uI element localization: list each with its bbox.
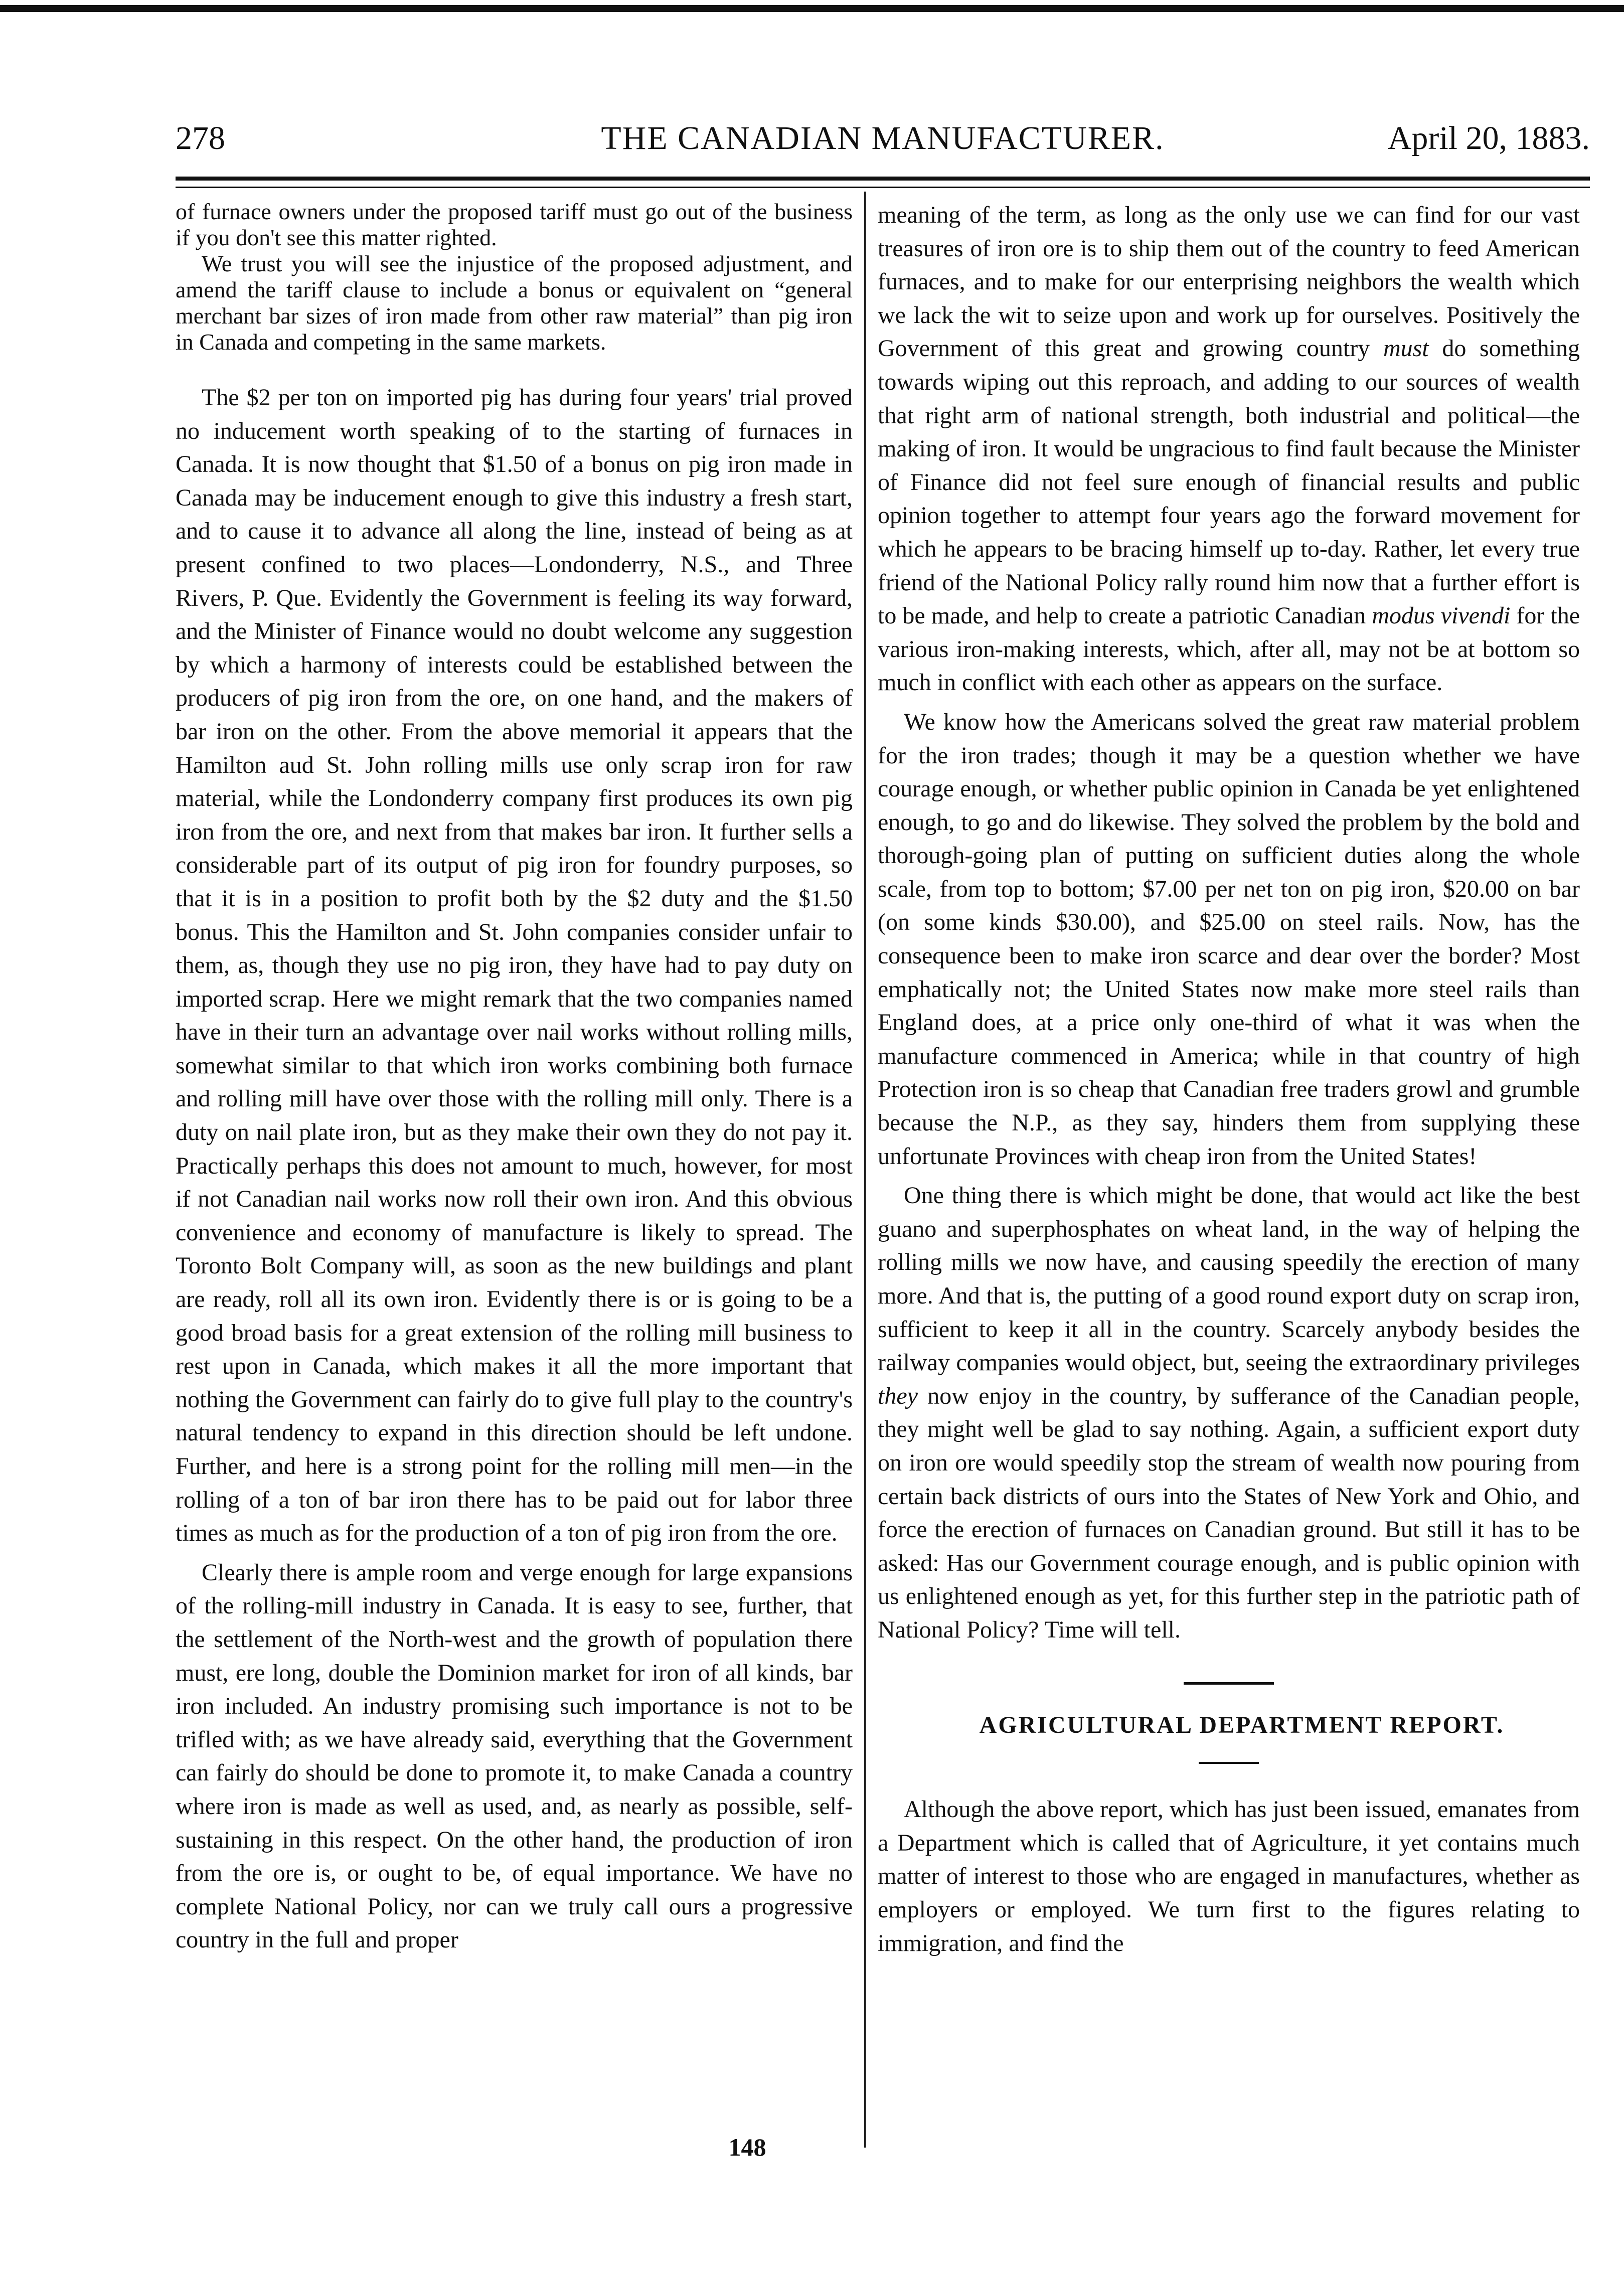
paragraph: We know how the Americans solved the great raw material problem for the iron trades; though it may be a question whether we have courage enough, or whether public opinion in Canada be yet enlightened enough, to go and do likewise. They solved the problem by the bold and thorough-going plan of putting on sufficient duties along the whole scale, from top to bottom; $7.00 per net ton on pig iron, $20.00 on bar (on some kinds $30.00), and $25.00 on steel rails. Now, has the consequence been to make iron scarce and dear over the border? Most emphatically not; the United States now make more steel rails than England does, at a price only one-third of what it was when the manufacture commenced in America; while in that country of high Protection iron is so cheap that Canadian free traders growl and grumble because the N.P., as they say, hinders them from supplying these unfortunate Provinces with cheap iron from the United States! <box>878 708 1580 1170</box>
text-run: One thing there is which might be done, that would act like the best guano and superphosphates on wheat land, in the way of helping the rolling mills we now have, and causing speedily the erection of many more. And that is, the putting of a good round export duty on scrap iron, sufficient to keep it all in the country. Scarcely anybody besides the railway companies would object, but, seeing the extraordinary privileges <box>878 1182 1580 1376</box>
paragraph <box>878 199 1580 700</box>
page-number: 278 <box>176 120 225 156</box>
emphasis: must <box>1383 335 1429 362</box>
column-divider <box>864 192 866 2148</box>
page-header <box>176 114 1590 170</box>
text-run: do something towards wiping out this reproach, and adding to our sources of wealth that right arm of national strength, both industrial and political—the making of iron. It would be ungracious to find fault because the Minister of Finance did not feel sure enough of financial results and public opinion together to attempt four years ago the forward movement for which he appears to be bracing himself up to-day. Rather, let every true friend of the National Policy rally round him now that a further effort is to be made, and help to create a patriotic Canadian <box>878 335 1580 629</box>
paragraph: Clearly there is ample room and verge enough for large expansions of the rolling-mill industry in Canada. It is easy to see, further, that the settlement of the North-west and the growth of population there must, ere long, double the Dominion market for iron of all kinds, bar iron included. An industry promising such importance is not to be trifled with; as we have already said, everything that the Government can fairly do should be done to promote it, to make Canada a country where iron is made as well as used, and, as nearly as possible, self-sustaining in this respect. On the other hand, the production of iron from the ore is, or ought to be, of equal importance. We have no complete National Policy, nor can we truly call ours a progressive country in the full and proper <box>176 1559 853 1953</box>
section-heading: AGRICULTURAL DEPARTMENT REPORT. <box>979 1711 1505 1738</box>
emphasis: they <box>878 1382 918 1409</box>
signature-mark: 148 <box>728 2133 766 2161</box>
paragraph: The $2 per ton on imported pig has during four years' trial proved no inducement worth speaking of to the starting of furnaces in Canada. It is now thought that $1.50 of a bonus on pig iron made in Canada may be inducement enough to give this industry a fresh start, and to cause it to advance all along the line, instead of being as at present confined to two places—Londonderry, N.S., and Three Rivers, P. Que. Evidently the Government is feeling its way forward, and the Minister of Finance would no doubt welcome any suggestion by which a harmony of interests could be established between the producers of pig iron from the ore, on one hand, and the makers of bar iron on the other. From the above memorial it appears that the Hamilton aud St. John rolling mills use only scrap iron for raw material, while the Londonderry company first produces its own pig iron from the ore, and next from that makes bar iron. It further sells a considerable part of its output of pig iron for foundry purposes, so that it is in a position to profit both by the $2 duty and the $1.50 bonus. This the Hamilton and St. John companies consider unfair to them, as, though they use no pig iron, they have had to pay duty on imported scrap. Here we might remark that the two companies named have in their turn an advantage over nail works without rolling mills, somewhat similar to that which iron works combining both furnace and rolling mill have over those with the rolling mill only. There is a duty on nail plate iron, but as they make their own they do not pay it. Practically perhaps this does not amount to much, however, for most if not Canadian nail works now roll their own iron. And this obvious convenience and economy of manufacture is likely to spread. The Toronto Bolt Company will, as soon as the new buildings and plant are ready, roll all its own iron. Evidently there is or is going to be a good broad basis for a great extension of the rolling mill business to rest upon in Canada, which makes it all the more important that nothing the Government can fairly do to give full play to the country's natural tendency to expand in this direction should be left undone. Further, and here is a strong point for the rolling mill men—in the rolling of a ton of bar iron there has to be paid out for labor three times as much as for the production of a ton of pig iron from the ore. <box>176 384 853 1547</box>
header-rule-thin <box>176 187 1590 188</box>
paragraph <box>878 1179 1580 1647</box>
text-run: now enjoy in the country, by sufferance of the Canadian people, they might well be glad to say nothing. Again, a sufficient export duty on iron ore would speedily stop the stream of wealth now pouring from certain back districts of ours into the States of New York and Ohio, and force the erection of furnaces on Canadian ground. But still it has to be asked: Has our Government courage enough, and is public opinion with us enlightened enough as yet, for this further step in the patriotic path of National Policy? Time will tell. <box>878 1382 1580 1643</box>
right-column <box>878 199 1580 1960</box>
section-divider <box>1184 1682 1274 1685</box>
text-run: for the various iron-making interests, which, after all, may not be at bottom so much in conflict with each other as appears on the surface. <box>878 602 1580 696</box>
emphasis: modus vivendi <box>1372 602 1511 629</box>
paragraph: We trust you will see the injustice of the proposed adjustment, and amend the tariff clause to include a bonus or equivalent on “general merchant bar sizes of iron made from other raw material” than pig iron in Canada and competing in the same markets. <box>176 251 853 355</box>
paragraph: Although the above report, which has just been issued, emanates from a Department which is called that of Agriculture, it yet contains much matter of interest to those who are engaged in manufactures, whether as employers or employed. We turn first to the figures relating to immigration, and find the <box>878 1796 1580 1956</box>
header-rule-thick <box>176 177 1590 181</box>
text-run: meaning of the term, as long as the only use we can find for our vast treasures of iron ore is to ship them out of the country to feed American furnaces, and to make for our enterprising neighbors the wealth which we lack the wit to seize upon and work up for ourselves. Positively the Government of this great and growing country <box>878 202 1580 362</box>
left-column <box>176 199 853 1957</box>
section-divider-small <box>1199 1762 1259 1764</box>
journal-title: THE CANADIAN MANUFACTURER. <box>601 120 1165 156</box>
issue-date: April 20, 1883. <box>1387 120 1590 156</box>
top-border-rule <box>0 5 1624 12</box>
paragraph: of furnace owners under the proposed tariff must go out of the business if you don't see this matter righted. <box>176 199 853 250</box>
memorial-excerpt <box>176 199 853 355</box>
